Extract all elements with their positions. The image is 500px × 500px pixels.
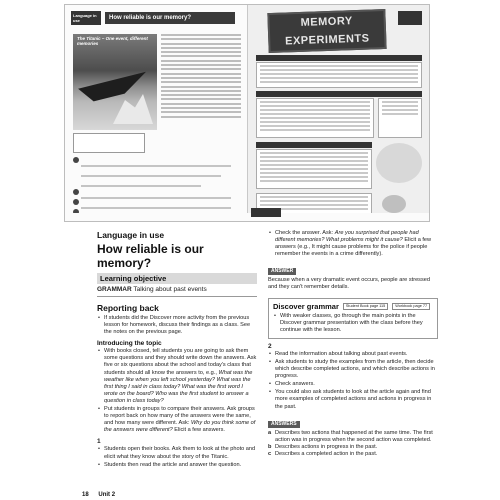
answer-item xyxy=(268,451,438,458)
spread-experiment-box xyxy=(378,98,422,138)
objective-text: Talking about past events xyxy=(133,286,207,293)
learning-objective-heading: Learning objective xyxy=(97,273,257,284)
page-number: 18 xyxy=(82,492,89,498)
check-answer-end: Elicit a few answers (e.g., It might cause problems for the police if people remember the events in a crime differently). xyxy=(275,237,432,258)
student-book-reference: Student Book page 115 xyxy=(343,303,388,310)
intro-bullet-examples: What was the weather like when you left school yesterday? What was the first thing I said in class today? What was the first word I wrote on the board? Who was the first student to answer a question in class today? xyxy=(104,369,253,404)
spread-experiment-box xyxy=(256,98,374,138)
reporting-back-bullet: • If students did the Discover more activity from the previous lesson for homework, discuss their findings as a class. See the notes on the previous page. xyxy=(97,315,257,336)
discover-more-tag xyxy=(251,208,281,217)
answer-item-text: Describes two actions that happened at the same time. The first action was in progress when the second action was completed. xyxy=(275,429,433,443)
step1-bullet: • Students then read the article and answer the question. xyxy=(97,462,257,469)
titanic-photo-caption: The Titanic – One event, different memories xyxy=(77,36,148,46)
answers-label: ANSWERS xyxy=(268,421,300,428)
spread-left-title: How reliable is our memory? xyxy=(105,12,235,24)
spread-footer xyxy=(65,213,430,221)
check-answer-bullet xyxy=(268,230,438,258)
answer-letter: b xyxy=(268,443,272,450)
answer-text: Because when a very dramatic event occurs, people are stressed and they can't remember details. xyxy=(268,277,430,291)
intro-bullet-end: Elicit a few answers. xyxy=(174,427,225,434)
intro-bullet-text: With books closed, tell students you are going to ask them some questions and they should write down the answers. Ask five or six questions about the school and today's class that students should all know the answers to, e.g., xyxy=(104,348,257,376)
speech-bubble-illustration xyxy=(376,143,422,183)
objective-kind: GRAMMAR xyxy=(97,286,132,293)
step2-bullet: • Ask students to study the examples from the article, then decide which describe completed actions, and which describe actions in progress. xyxy=(268,359,438,380)
answer-label: ANSWER xyxy=(268,268,296,275)
discover-grammar-bullet: • With weaker classes, go through the main points in the Discover grammar presentation with the class before they continue with the lesson. xyxy=(273,313,433,334)
spread-experiment-box xyxy=(256,149,372,189)
spread-grammar-box xyxy=(73,133,145,153)
step1-bullet: • Students open their books. Ask them to look at the photo and elicit what they know about the story of the Titanic. xyxy=(97,446,257,460)
answer-item xyxy=(268,430,438,444)
answer-item-text: Describes actions in progress in the past. xyxy=(275,443,378,450)
answer-letter: c xyxy=(268,450,272,457)
page-footer xyxy=(82,492,123,498)
answer-item xyxy=(268,444,438,451)
step2-bullet: • Read the information about talking about past events. xyxy=(268,351,438,358)
student-book-spread xyxy=(64,4,430,222)
lesson-title: How reliable is our memory? xyxy=(97,242,204,270)
step2-bullet: • You could also ask students to look at the article again and find more examples of completed actions and actions in progress in the past. xyxy=(268,389,438,410)
intro-bullet xyxy=(97,406,257,434)
introducing-topic-heading: Introducing the topic xyxy=(97,340,162,348)
cookie-illustration xyxy=(382,195,406,213)
iceberg-illustration xyxy=(113,94,153,124)
discover-grammar-title: Discover grammar xyxy=(273,301,339,311)
answer-letter: a xyxy=(268,429,272,436)
memory-experiments-title: MEMORY EXPERIMENTS xyxy=(267,9,386,53)
step2-bullet: • Check answers. xyxy=(268,381,438,388)
answer-item-text: Describes a completed action in the past. xyxy=(275,450,378,457)
check-answer-text: Check the answer. Ask: xyxy=(275,230,334,236)
spread-section-bar xyxy=(256,91,422,97)
spread-section-bar xyxy=(256,142,372,148)
learning-objective xyxy=(97,284,257,297)
step-number-2: 2 xyxy=(268,342,272,350)
spread-language-tag: Language in use xyxy=(71,11,101,25)
workbook-reference: Workbook page 77 xyxy=(392,303,430,310)
spread-section-bar xyxy=(256,55,422,61)
ship-illustration xyxy=(78,72,150,104)
spread-unit-badge xyxy=(398,11,422,25)
spread-right-page xyxy=(248,5,430,222)
intro-bullet-question: Why do you think some of the answers were different? xyxy=(104,420,256,434)
intro-bullet xyxy=(97,348,257,405)
discover-grammar-box xyxy=(268,298,438,339)
titanic-photo xyxy=(73,34,157,130)
language-in-use-label: Language in use xyxy=(97,230,165,240)
spread-experiment-box xyxy=(256,62,422,88)
intro-bullet-text: Put students in groups to compare their answers. Ask groups to report back on how many of the answers were the same, and how many were different. Ask: xyxy=(104,406,255,427)
check-answer-question: Are you surprised that people had different memories? What problems might it cause? xyxy=(275,230,419,244)
notes-right-column xyxy=(268,230,438,458)
spread-left-page xyxy=(65,5,248,222)
unit-label: Unit 2 xyxy=(98,492,116,498)
reporting-back-heading: Reporting back xyxy=(97,303,159,313)
article-text-block xyxy=(161,34,241,130)
notes-left-column xyxy=(97,230,257,470)
step-number-1: 1 xyxy=(97,438,101,446)
